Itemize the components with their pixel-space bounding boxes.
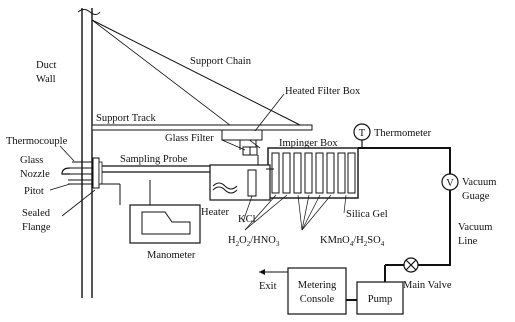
- kcl-label: KCl: [238, 214, 256, 225]
- vacuum-line-label-line1: Vacuum: [458, 222, 493, 233]
- glass-filter-leader: [222, 140, 245, 150]
- glass-nozzle: [62, 168, 92, 174]
- pitot-tube: [68, 180, 92, 184]
- exit-label: Exit: [259, 281, 277, 292]
- exit-arrow: [259, 269, 288, 275]
- vacuum-gauge-symbol: V: [446, 178, 454, 189]
- sealed-flange-label-line1: Sealed: [22, 208, 50, 219]
- manometer: [100, 180, 200, 243]
- thermometer: [354, 124, 370, 148]
- sampling-probe-label: Sampling Probe: [120, 154, 188, 165]
- h2o2-hno3-label: $H_2O_2/HNO_3$: [228, 235, 280, 248]
- metering-console: [288, 268, 357, 314]
- silica-gel-label: Silica Gel: [346, 209, 388, 220]
- glass-nozzle-label-line1: Glass: [20, 155, 44, 166]
- manometer-label: Manometer: [147, 250, 196, 261]
- thermocouple-label: Thermocouple: [6, 136, 68, 147]
- glass-filter: [243, 147, 257, 155]
- vacuum-gauge: [442, 174, 458, 190]
- main-valve: [385, 258, 418, 282]
- support-track: [92, 125, 312, 130]
- duct-wall-label-line1: Duct: [36, 60, 57, 71]
- duct-wall-label-line2: Wall: [36, 74, 56, 85]
- pump-label: Pump: [367, 294, 393, 305]
- vacuum-gauge-label-line1: Vacuum: [462, 177, 497, 188]
- sealed-flange-leader: [62, 190, 95, 216]
- heated-filter-box-label: Heated Filter Box: [285, 86, 361, 97]
- pitot-label: Pitot: [24, 186, 44, 197]
- duct-wall: [78, 8, 100, 298]
- thermometer-symbol: T: [358, 128, 366, 139]
- impinger-box-label: Impinger Box: [279, 138, 338, 149]
- sealed-flange-label-line2: Flange: [22, 222, 51, 233]
- vacuum-line-label-line2: Line: [458, 236, 478, 247]
- heater-label: Heater: [201, 207, 229, 218]
- support-chain-line: [92, 20, 300, 125]
- impinger-kcl: [248, 170, 256, 196]
- kmno4-h2so4-label: $KMnO_4/H_2SO_4$: [320, 235, 385, 248]
- vacuum-gauge-label-line2: Guage: [462, 191, 490, 202]
- pitot-leader: [50, 184, 70, 190]
- thermometer-label: Thermometer: [374, 128, 432, 139]
- support-track-label: Support Track: [96, 113, 156, 124]
- glass-nozzle-label-line2: Nozzle: [20, 169, 50, 180]
- vacuum-line: [358, 148, 450, 265]
- glass-filter-label: Glass Filter: [165, 133, 214, 144]
- support-chain-label: Support Chain: [190, 56, 251, 67]
- thermocouple-leader: [60, 146, 74, 161]
- main-valve-label: Main Valve: [403, 280, 452, 291]
- metering-console-label-line2: Console: [299, 294, 335, 305]
- metering-console-label-line1: Metering: [297, 280, 337, 291]
